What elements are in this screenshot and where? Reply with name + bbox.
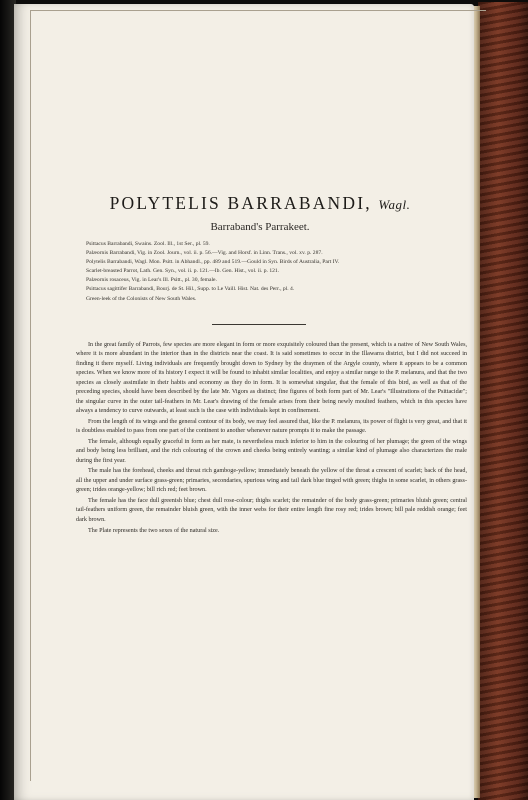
synonymy-list [86, 240, 466, 304]
common-name: Barraband's Parrakeet. [210, 221, 310, 233]
synonymy-entry: Palæornis Barrabandi, Vig. in Zool. Journ., vol. ii. p. 56.—Vig. and Horsf. in Linn. Trans., vol. xv. p. 287. [86, 250, 323, 257]
description-paragraph: The female, although equally graceful in form as her mate, is nevertheless much inferior to him in the colouring of her plumage; the green of the wings and body being less brilliant, and the rich colouring of the crown and cheeks being entirely wanting; a similar kind of plumage also characterizes the male during the first year. [76, 438, 467, 464]
species-name: POLYTELIS BARRABANDI, [109, 193, 372, 213]
synonymy-entry: Psittacus sagittifer Barrabandi, Bourj. de St. Hil., Supp. to Le Vaill. Hist. Nat. des Perr., pl. 4. [86, 286, 295, 293]
description-paragraph: The female has the face dull greenish blue; chest dull rose-colour; thighs scarlet; the remainder of the body grass-green; primaries bluish green; central tail-feathers uniform green, the remainder bluish green, with the inner webs for their entire length fine rosy red; irides brown; bill pale reddish orange; feet dark brown. [76, 498, 467, 523]
description-text [76, 341, 467, 537]
synonymy-entry: Palæornis rosaceus, Vig. in Lear's Ill. Psitt., pl. 30, female. [86, 277, 217, 284]
description-paragraph: The male has the forehead, cheeks and throat rich gamboge-yellow; immediately beneath the yellow of the throat a crescent of scarlet; back of the head, all the upper and under surface grass-green; primaries, secondaries, spurious wing and tail dark blue tinged with green; thighs in some scarlet, in others grass-green; irides orange-yellow; bill rich red; feet brown. [76, 468, 467, 494]
description-paragraph: From the length of its wings and the general contour of its body, we may feel assured that, like the P. melanura, its power of flight is very great, and that it is doubtless enabled to pass from one part of the continent to another whenever nature prompts it to make the passage. [76, 418, 467, 435]
synonymy-entry: Green-leek of the Colonists of New South Wales. [86, 295, 197, 302]
species-author: Wagl. [378, 197, 411, 212]
description-paragraph: In the great family of Parrots, few species are more elegant in form or more exquisitely coloured than the present, which is a native of New South Wales, where it is more abundant in the interior than in the districts near the coast. It is said sometimes to occur in the Illawarra district, but I did not succeed in finding it there myself. Living individuals are frequently brought down to Sydney by the draymen of the Argyle county, where it appears to be a common species. When we know more of its history I expect it will be found to inhabit similar localities, and enjoy a similar range to the P. melanura, and that the two species as closely assimilate in their habits and economy as they do in form. It is somewhat singular, that the female of this bird, as well as that of the preceding species, should have been described by the late Mr. Vigors as distinct; fine figures of both form part of Mr. Lear's "Illustrations of the Psittacidæ"; the singular curve in the outer tail-feathers in Mr. Lear's drawing of the female arises from their being newly moulted feathers, which in this species have always a tendency to curve outwards, at least such is the case with individuals kept in confinement. [76, 342, 467, 415]
plate-title [60, 193, 460, 214]
synonymy-entry: Polytelis Barrabandi, Wagl. Mon. Psitt. in Abhandl., pp. 489 and 519.—Gould in Syn. Birds of Australia, Part IV. [86, 259, 340, 266]
section-divider [212, 324, 306, 325]
description-paragraph: The Plate represents the two sexes of the natural size. [88, 527, 220, 534]
synonymy-entry: Psittacus Barrabandi, Swains. Zool. Ill., 1st Ser., pl. 59. [86, 241, 210, 247]
synonymy-entry: Scarlet-breasted Parrot, Lath. Gen. Syn., vol. ii. p. 121.—Ib. Gen. Hist., vol. ii. p. 121. [86, 268, 280, 275]
